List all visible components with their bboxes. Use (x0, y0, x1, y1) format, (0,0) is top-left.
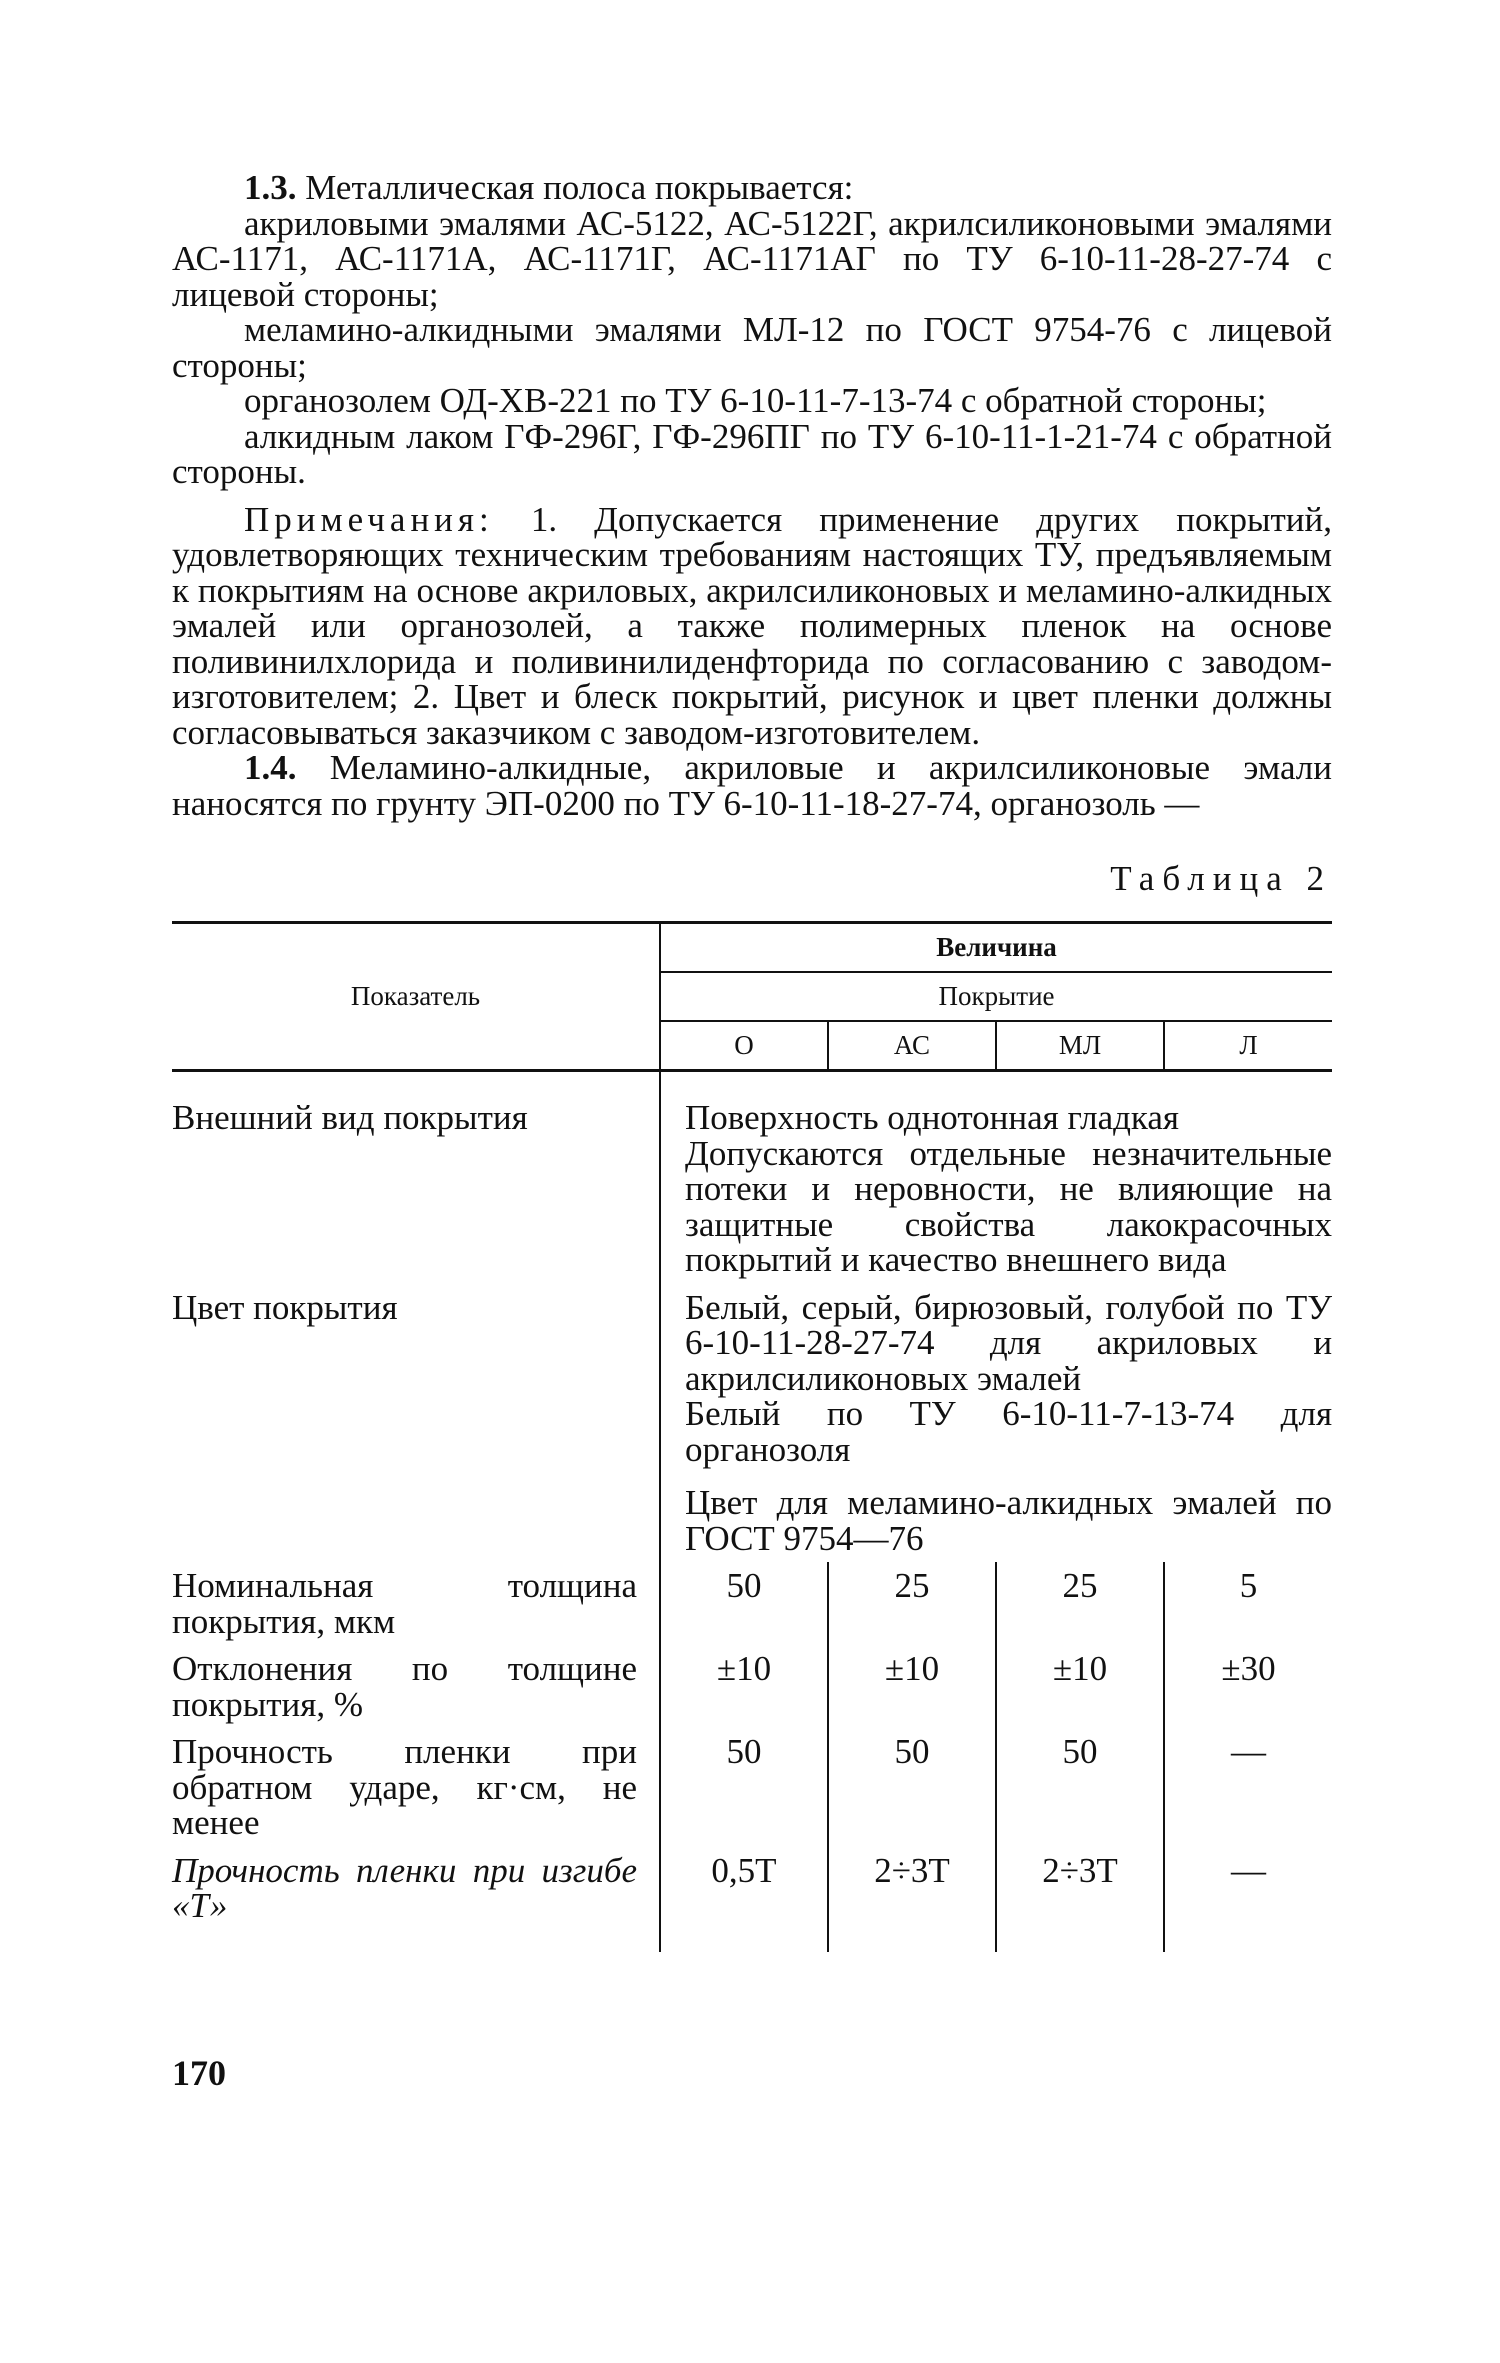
color-line-3: Цвет для меламино-алкидных эмалей по ГОСТ 9754—76 (685, 1483, 1333, 1558)
table-body (172, 1071, 1332, 1952)
table-row (172, 1284, 1332, 1563)
row-appearance-label: Внешний вид покрытия (172, 1098, 528, 1137)
deviation-as: ±10 (828, 1645, 996, 1728)
header-col-as: АС (828, 1021, 996, 1071)
section-1-3-intro-text: Металлическая полоса покрывается: (305, 168, 854, 207)
thickness-as: 25 (828, 1562, 996, 1645)
header-col-ml: МЛ (996, 1021, 1164, 1071)
impact-l: — (1164, 1728, 1332, 1847)
impact-ml: 50 (996, 1728, 1164, 1847)
row-deviation-label: Отклонения по толщине покрытия, % (172, 1649, 637, 1724)
section-1-4-paragraph (172, 750, 1332, 821)
section-1-3-item-1: акриловыми эмалями АС-5122, АС-5122Г, акрилсиликоновыми эмалями АС-1171, АС-1171А, АС-1171Г, АС-1171АГ по ТУ 6-10-11-28-27-74 с лицевой стороны; (172, 203, 1332, 314)
impact-o: 50 (660, 1728, 828, 1847)
impact-as: 50 (828, 1728, 996, 1847)
section-1-3-intro (172, 170, 1332, 206)
table-row (172, 1728, 1332, 1847)
notes-text: 1. Допускается применение других покрытий, удовлетворяющих техническим требованиям настоящих ТУ, предъявляемым к покрытиям на основе акриловых, акрилсиликоновых и меламино-алкидных эмалей или органозолей, а также полимерных пленок на основе поливинилхлорида и поливинилиденфторида по согласованию с заводом-изготовителем; 2. Цвет и блеск покрытий, рисунок и цвет пленки должны согласовываться заказчиком с заводом-изготовителем. (172, 499, 1332, 752)
table-header (172, 923, 1332, 1071)
section-1-3-number: 1.3. (244, 168, 297, 207)
table-row (172, 1645, 1332, 1728)
bend-as: 2÷3Т (828, 1847, 996, 1930)
thickness-o: 50 (660, 1562, 828, 1645)
thickness-l: 5 (1164, 1562, 1332, 1645)
row-color-desc (660, 1284, 1332, 1563)
section-1-3-item-4: алкидным лаком ГФ-296Г, ГФ-296ПГ по ТУ 6-10-11-1-21-74 с обратной стороны. (172, 416, 1332, 491)
deviation-ml: ±10 (996, 1645, 1164, 1728)
appearance-line-2: Допускаются отдельные незначительные потеки и неровности, не влияющие на защитные свойства лакокрасочных покрытий и качество внешнего вида (685, 1133, 1333, 1279)
color-line-1: Белый, серый, бирюзовый, голубой по ТУ 6-10-11-28-27-74 для акриловых и акрилсиликоновых эмалей (685, 1287, 1333, 1398)
row-thickness-label: Номинальная толщина покрытия, мкм (172, 1566, 637, 1641)
section-1-4-number: 1.4. (244, 748, 297, 787)
table-row (172, 1847, 1332, 1930)
section-1-4-text: Меламино-алкидные, акриловые и акрилсиликоновые эмали наносятся по грунту ЭП-0200 по ТУ 6-10-11-18-27-74, органозоль — (172, 748, 1332, 823)
page-number: 170 (172, 2053, 226, 2093)
appearance-line-1: Поверхность однотонная гладкая (685, 1098, 1180, 1137)
header-col-o: О (660, 1021, 828, 1071)
deviation-o: ±10 (660, 1645, 828, 1728)
row-color-label: Цвет покрытия (172, 1287, 398, 1327)
bend-o: 0,5Т (660, 1847, 828, 1930)
header-col-l: Л (1164, 1021, 1332, 1071)
header-value: Величина (660, 923, 1332, 973)
specification-table (172, 921, 1332, 1952)
thickness-ml: 25 (996, 1562, 1164, 1645)
row-appearance-desc (660, 1094, 1332, 1284)
table-row (172, 1562, 1332, 1645)
notes-heading: Примечания: (244, 499, 494, 539)
document-page (172, 170, 1332, 1952)
row-impact-label: Прочность пленки при обратном ударе, кг·см, не менее (172, 1732, 637, 1842)
row-bend-label: Прочность пленки при изгибе «Т» (172, 1850, 637, 1925)
deviation-l: ±30 (1164, 1645, 1332, 1728)
section-1-3-item-3: органозолем ОД-ХВ-221 по ТУ 6-10-11-7-13-74 с обратной стороны; (244, 381, 1267, 420)
table-caption: Таблица 2 (1110, 859, 1332, 898)
color-line-2: Белый по ТУ 6-10-11-7-13-74 для органозоля (685, 1394, 1333, 1469)
table-row (172, 1094, 1332, 1284)
bend-l: — (1164, 1847, 1332, 1930)
section-1-3-item-2: меламино-алкидными эмалями МЛ-12 по ГОСТ 9754-76 с лицевой стороны; (172, 310, 1332, 385)
notes-paragraph (172, 499, 1332, 752)
header-coating: Покрытие (660, 972, 1332, 1021)
bend-ml: 2÷3Т (996, 1847, 1164, 1930)
header-indicator: Показатель (172, 923, 660, 1071)
